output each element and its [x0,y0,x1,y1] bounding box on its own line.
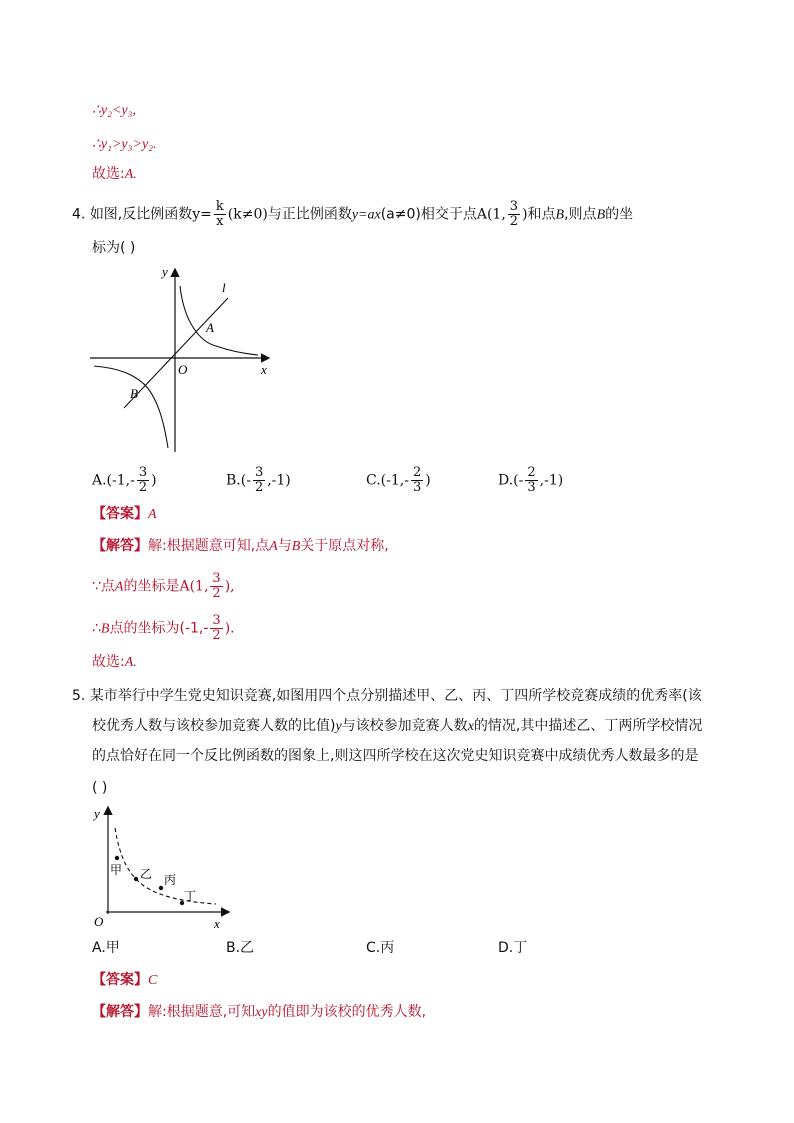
q4-stem-line-1: 4. 如图,反比例函数y= $\frac{k}{x}$ (k≠0)与正比例函数y=ax(a≠0)相交于点A(1, $\frac{3}{2}$ )和点B,则点B的坐 [72,199,634,229]
q5-label-o: O [94,914,104,929]
prev-line-2: ∴y₁>y₃>y₂. [92,137,157,152]
q4-explain-line-2: ∵点A的坐标是A(1, $\frac{3}{2}$ ), [92,571,235,601]
q4-option-b[interactable]: B.(- $\frac{3}{2}$ ,-1) [226,465,291,495]
q4-option-a[interactable]: A.(-1,- $\frac{3}{2}$ ) [92,465,157,495]
prev-choice: 故选:A. [92,166,137,182]
q4-label-b: B [130,386,138,401]
q5-stem-line-2: 校优秀人数与该校参加竞赛人数的比值)y与该校参加竞赛人数x的情况,其中描述乙、丁两所学校情况 [92,718,703,734]
q4-hyperbola-branch-2 [94,366,168,448]
q5-stem-line-3: 的点恰好在同一个反比例函数的图象上,则这四所学校在这次党史知识竞赛中成绩优秀人数最多的是 [92,748,699,764]
q5-stem-line-1: 5. 某市举行中学生党史知识竞赛,如图用四个点分别描述甲、乙、丙、丁四所学校竞赛成绩的优秀率(该 [72,688,702,704]
q4-explain-line-1: 【解答】解:根据题意可知,点A与B关于原点对称, [92,538,389,554]
q4-fraction-k-over-x: $\frac{k}{x}$ [215,199,224,229]
q5-graph [88,802,236,930]
q4-label-l: l [222,280,226,295]
q4-choice: 故选:A. [92,654,137,670]
q5-stem-line-4: ( ) [92,780,108,796]
q4-label-o: O [178,362,188,377]
q4-line-l [124,298,228,408]
q5-option-a[interactable]: A.甲 [92,940,120,956]
q5-point-bing [159,886,163,890]
q5-label-x: x [214,916,220,930]
q4-label-a: A [206,320,214,335]
q5-answer: 【答案】C [92,972,158,988]
q5-label-bing: 丙 [164,873,177,887]
q4-explain-line-3: ∴B点的坐标为(-1,- $\frac{3}{2}$ ). [92,613,235,643]
q4-label-x: x [261,362,267,377]
q4-graph [88,262,278,454]
q5-label-jia: 甲 [110,863,123,877]
q5-point-yi [134,877,138,881]
q5-label-y: y [94,806,100,821]
q5-point-jia [115,856,119,860]
q5-label-yi: 乙 [140,867,153,881]
q5-option-d[interactable]: D.丁 [498,940,528,956]
q4-hyperbola-branch-1 [180,286,258,355]
q4-option-d[interactable]: D.(- $\frac{2}{3}$ ,-1) [498,465,564,495]
q5-label-ding: 丁 [184,889,197,903]
q5-option-b[interactable]: B.乙 [226,940,255,956]
q5-dashed-curve [115,828,216,904]
q5-explain-line-1: 【解答】解:根据题意,可知xy的值即为该校的优秀人数, [92,1004,427,1020]
q4-answer: 【答案】A [92,506,157,522]
q5-option-c[interactable]: C.丙 [366,940,395,956]
q4-label-y: y [162,264,168,279]
q4-option-c[interactable]: C.(-1,- $\frac{2}{3}$ ) [366,465,431,495]
q4-stem-line-2: 标为( ) [92,240,136,256]
prev-line-1: ∴y₂<y₃, [92,103,137,118]
